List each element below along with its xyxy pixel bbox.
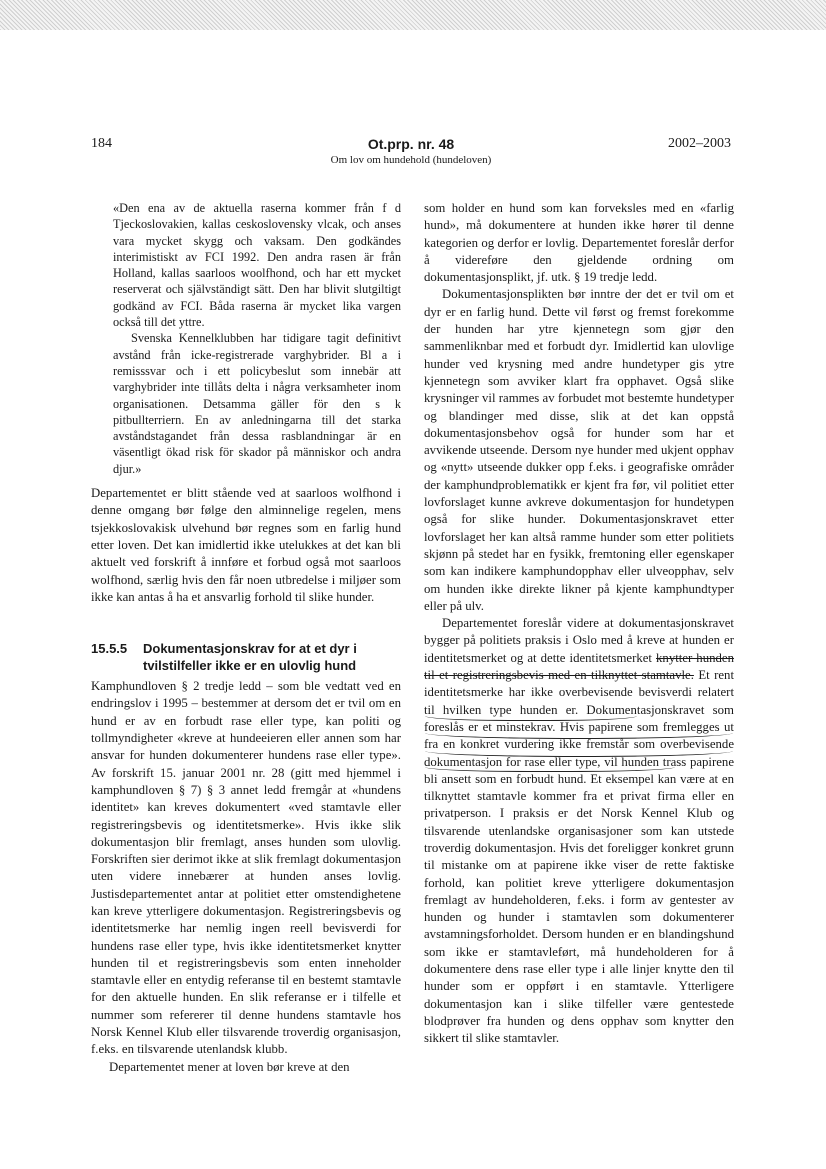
- quote-paragraph-2: Svenska Kennelklubben har tidigare tagit definitivt avstånd från icke-registrerade varghybrider. Bl a i remisssvar och i ett policybeslut som innebär att varghybrider inte tillåts delta i några verksamheter inom organisationen. Detsamma gäller för den s k pitbullterriern. En av anledningarna till det starka avståndstagandet från dessa rasblandningar är en väsentligt ökad risk för skador på människor och andra djur.»: [113, 331, 401, 476]
- document-subtitle: Om lov om hundehold (hundeloven): [330, 154, 492, 166]
- page-number: 184: [91, 136, 112, 151]
- paragraph-continued: som holder en hund som kan forveksles med en «farlig hund», må dokumentere at hunden ikke hører til denne kategorien og derfor er lovlig. Departementet foreslår derfor å videreføre den gjeldende ordning om dokumentasjonsplikt, jf. utk. § 19 tredje ledd.: [424, 201, 734, 285]
- paragraph-dokumentasjonsplikten: Dokumentasjonsplikten bør inntre der det er tvil om et dyr er en farlig hund. Dette vil først og fremst forekomme der hunden har ytre kjennetegn som gjør den sammenliknbar med et forbudt dyr. Imidlertid kan ulovlige hunder ved krysning med andre hundetyper gis ytre kjennetegn som avviker klart fra opphavet. Også slike krysninger vil rammes av forbudet mot bestemte hundetyper og blandinger med disse, slik at det kan oppstå dokumentasjonsbehov også for hunder som har et avvikende utseende. Dersom nye hunder med ukjent opphav og «nytt» utseende dukker opp f.eks. i geografiske områder der kamphundproblematikk er kjent fra før, vil politiet etter lovforslaget kunne avkreve dokumentasjon for hundetypen også for slike hunder. Dokumentasjonskravet etter lovforslaget her kan altså ramme hunder som etter politiets skjønn på stedet har en fysikk, fremtoning eller egenskaper som kan indikere kamphundopphav eller ulveopphav, selv om hunden ikke direkte likner på kjente kamphundtyper eller på ulv.: [424, 287, 734, 613]
- paragraph-departementet: Departementet er blitt stående ved at saarloos wolfhond i denne omgang bør følge den alminnelige regelen, mens tsjekkoslovakisk ulvehund bør regnes som en farlig hund etter loven. Det kan imidlertid ikke utelukkes at det kan bli aktuelt ved forskrift å innføre et forbud også mot saarloos wolfhond, særlig hvis den får noen utbredelse i miljøer som ikke kan antas å ha et ansvarlig forhold til slike hunder.: [91, 486, 401, 604]
- page-header: [91, 136, 731, 172]
- document-year: 2002–2003: [668, 136, 731, 151]
- section-title: Dokumentasjonskrav for at et dyr i tvilstilfeller ikke er en ulovlig hund: [143, 641, 357, 674]
- swedish-quote: [91, 200, 401, 477]
- right-column: [424, 200, 734, 1048]
- section-number: 15.5.5: [91, 641, 128, 657]
- quote-paragraph-1: «Den ena av de aktuella raserna kommer från f d Tjeckoslovakien, kallas ceskoslovensky vlcak, och anses vara mycket skygg och vaksam. Den godkändes interimistiskt av FCI 1992. Den andra rasen är från Holland, kallas saarloos woolfhond, och har ett mycket reserverat och självständigt sätt. Den har blivit slutgiltigt godkänd av FCI. Båda raserna är mycket lika vargen också till det yttre.: [113, 201, 401, 330]
- section-heading: [91, 640, 401, 674]
- paragraph-kamphundloven: Kamphundloven § 2 tredje ledd – som ble vedtatt ved en endringslov i 1995 – bestemmer at dersom det er tvil om en hund er av en forbudt rase eller type, kan politi og tollmyndigheter «kreve at hundeeieren eller annen som har ansvar for hunden dokumenterer hundens rase eller type». Av forskrift 15. januar 2001 nr. 28 (gitt med hjemmel i kamphundloven § 7) § 3 annet ledd fremgår at «hundens identitet» kan kreves dokumentert «ved stamtavle eller registreringsbevis og identitetsmerke». Hvis ikke slik dokumentasjon blir fremlagt, anses hunden som ulovlig. Forskriften sier derimot ikke at slik fremlagt dokumentasjon uten videre innebærer at hunden anses lovlig. Justisdepartementet antar at politiet etter omstendighetene kan kreve ytterligere dokumentasjon. Registreringsbevis og identitetsmerke har nemlig ingen reell bevisverdi for hundens rase eller type, hvis ikke identitetsmerket knytter hunden til et registreringsbevis som enten inneholder stamtavle eller en entydig referanse til en bestemt stamtavle for den aktuelle hunden. En slik referanse er i tilfelle et nummer som refererer til denne hundens stamtavle hos Norsk Kennel Klub eller tilsvarende troverdig organisasjon, f.eks. en tilsvarende utenlandsk klubb.: [91, 679, 401, 1057]
- dep-text-a: Departementet foreslår videre at dokumentasjonskravet bygger på politiets praksis i Oslo med å kreve at hunden er identitetsmerket og at dette identitetsmerket: [424, 616, 734, 665]
- paragraph-departementet-foreslar: [424, 615, 734, 1047]
- struck-text: knytter hunden til et registreringsbevis med en tilknyttet stamtavle.: [424, 650, 734, 683]
- left-column: [91, 200, 401, 1076]
- scan-noise-band: [0, 0, 826, 30]
- dep-text-b: Et rent identitetsmerke har ikke overbevisende bevisverdi relatert til hvilken type hunden er. Dokumentasjonskravet som foreslås er et minstekrav. Hvis papirene som fremlegges ut fra en konkret vurdering ikke fremstår som overbevisende dokumentasjon for rase eller type, vil hunden trass papirene bli ansett som en forbudt hund. Et eksempel kan være at en tilknyttet stamtavle kommer fra et privat firma eller en privatperson. I praksis er det Norsk Kennel Klub og tilsvarende utenlandske organisasjoner som kan utstede troverdig dokumentasjon. Hvis det foreligger konkret grunn til mistanke om at papirene ikke viser de rette faktiske forhold, kan politiet kreve ytterligere dokumentasjon fremlagt av hundeholderen, f.eks. i form av gentester av hunden og hunder i stamtavlen som dokumenterer avstamningsforholdet. Dersom hunden er en blandingshund som ikke er stamtavleført, må hundeholderen for å dokumentere dens rase eller type i alle linjer knytte den til hunder som er oppført i en stamtavle. Ytterligere dokumentasjon kan i slike tilfeller være gentestede blodprøver fra hunden og dens opphav som knytter den sikkert til slike stamtavler.: [424, 668, 734, 1046]
- paragraph-left-last: Departementet mener at loven bør kreve at den: [109, 1059, 350, 1074]
- document-title: Ot.prp. nr. 48: [367, 136, 455, 152]
